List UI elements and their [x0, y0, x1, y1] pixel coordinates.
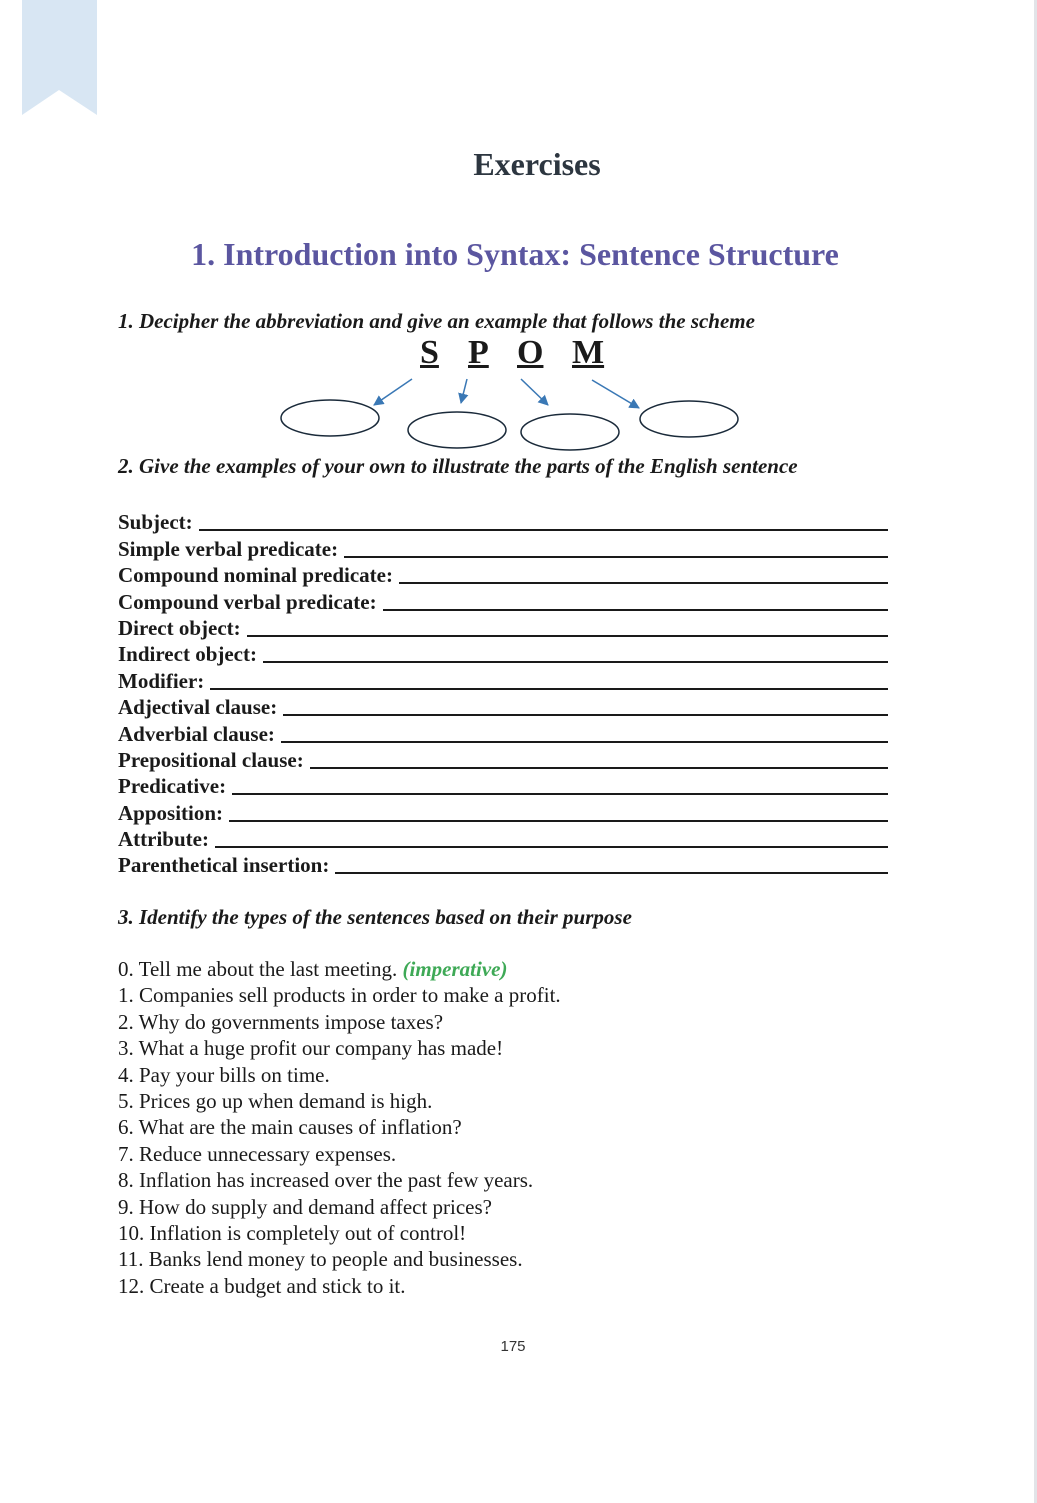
list-item: 7. Reduce unnecessary expenses. — [118, 1141, 397, 1166]
answer-blank[interactable] — [281, 740, 888, 743]
scheme-letter-s: S — [420, 334, 439, 371]
list-item: 10. Inflation is completely out of control! — [118, 1220, 467, 1245]
page-heading: Exercises — [473, 146, 601, 182]
fill-row — [118, 560, 888, 586]
list-item: 12. Create a budget and stick to it. — [118, 1273, 406, 1298]
fill-label: Attribute: — [118, 827, 209, 852]
fill-label: Parenthetical insertion: — [118, 853, 330, 878]
answer-blank[interactable] — [310, 766, 888, 769]
fill-row — [118, 824, 888, 850]
fill-label: Indirect object: — [118, 642, 257, 667]
answer-blank[interactable] — [215, 845, 888, 848]
answer-blank[interactable] — [229, 819, 888, 822]
fill-row — [118, 533, 888, 559]
fill-row — [118, 639, 888, 665]
answer-blank[interactable] — [399, 581, 888, 584]
arrow-m — [592, 380, 639, 408]
answer-blank[interactable] — [199, 528, 888, 531]
page-number: 175 — [500, 1338, 526, 1355]
scheme-letter-m: M — [572, 334, 605, 371]
example-text: 0. Tell me about the last meeting. — [118, 957, 398, 981]
scheme-diagram — [270, 372, 750, 454]
answer-blank[interactable] — [383, 608, 888, 611]
fill-row — [118, 613, 888, 639]
arrow-o — [521, 379, 548, 405]
answer-oval-2 — [408, 412, 506, 448]
bookmark-ribbon-icon — [0, 0, 100, 118]
scheme-letter-o: O — [517, 334, 544, 371]
list-item: 3. What a huge profit our company has made! — [118, 1036, 504, 1061]
answer-oval-4 — [640, 401, 738, 437]
fill-row — [118, 507, 888, 533]
section-title: 1. Introduction into Syntax: Sentence Structure — [191, 236, 839, 272]
sentence-parts-list — [118, 507, 888, 876]
fill-row — [118, 586, 888, 612]
arrow-s — [374, 379, 412, 405]
fill-label: Adverbial clause: — [118, 721, 275, 746]
fill-row — [118, 797, 888, 823]
answer-blank[interactable] — [232, 792, 888, 795]
list-item: 9. How do supply and demand affect prices? — [118, 1194, 493, 1219]
list-item: 2. Why do governments impose taxes? — [118, 1009, 444, 1034]
answer-blank[interactable] — [335, 871, 888, 874]
fill-label: Apposition: — [118, 800, 224, 825]
answer-blank[interactable] — [344, 555, 888, 558]
fill-label: Direct object: — [118, 615, 241, 640]
fill-row — [118, 745, 888, 771]
fill-row — [118, 718, 888, 744]
fill-label: Compound verbal predicate: — [118, 589, 377, 614]
task-3-instruction: 3. Identify the types of the sentences based on their purpose — [118, 905, 632, 929]
list-item: 6. What are the main causes of inflation? — [118, 1115, 462, 1140]
sentence-list — [118, 956, 561, 1299]
list-item: 1. Companies sell products in order to make a profit. — [118, 983, 561, 1008]
fill-label: Prepositional clause: — [118, 747, 304, 772]
example-sentence — [118, 956, 561, 982]
fill-label: Modifier: — [118, 668, 205, 693]
list-item: 8. Inflation has increased over the past few years. — [118, 1168, 534, 1193]
fill-row — [118, 850, 888, 876]
answer-oval-3 — [521, 414, 619, 450]
task-1-instruction: 1. Decipher the abbreviation and give an example that follows the scheme — [118, 309, 755, 333]
fill-label: Compound nominal predicate: — [118, 563, 393, 588]
fill-label: Simple verbal predicate: — [118, 536, 339, 561]
fill-row — [118, 665, 888, 691]
task-2-instruction: 2. Give the examples of your own to illustrate the parts of the English sentence — [118, 454, 798, 478]
fill-row — [118, 771, 888, 797]
arrow-p — [461, 379, 467, 403]
list-item: 5. Prices go up when demand is high. — [118, 1088, 433, 1113]
list-item: 4. Pay your bills on time. — [118, 1062, 330, 1087]
fill-label: Subject: — [118, 510, 193, 535]
example-answer: (imperative) — [402, 957, 508, 981]
list-item: 11. Banks lend money to people and businesses. — [118, 1247, 523, 1272]
fill-label: Predicative: — [118, 774, 227, 799]
fill-row — [118, 692, 888, 718]
answer-blank[interactable] — [247, 634, 888, 637]
answer-blank[interactable] — [283, 713, 888, 716]
fill-label: Adjectival clause: — [118, 695, 278, 720]
answer-blank[interactable] — [263, 660, 888, 663]
scheme-letter-p: P — [468, 334, 489, 371]
answer-oval-1 — [281, 400, 379, 436]
answer-blank[interactable] — [210, 687, 888, 690]
